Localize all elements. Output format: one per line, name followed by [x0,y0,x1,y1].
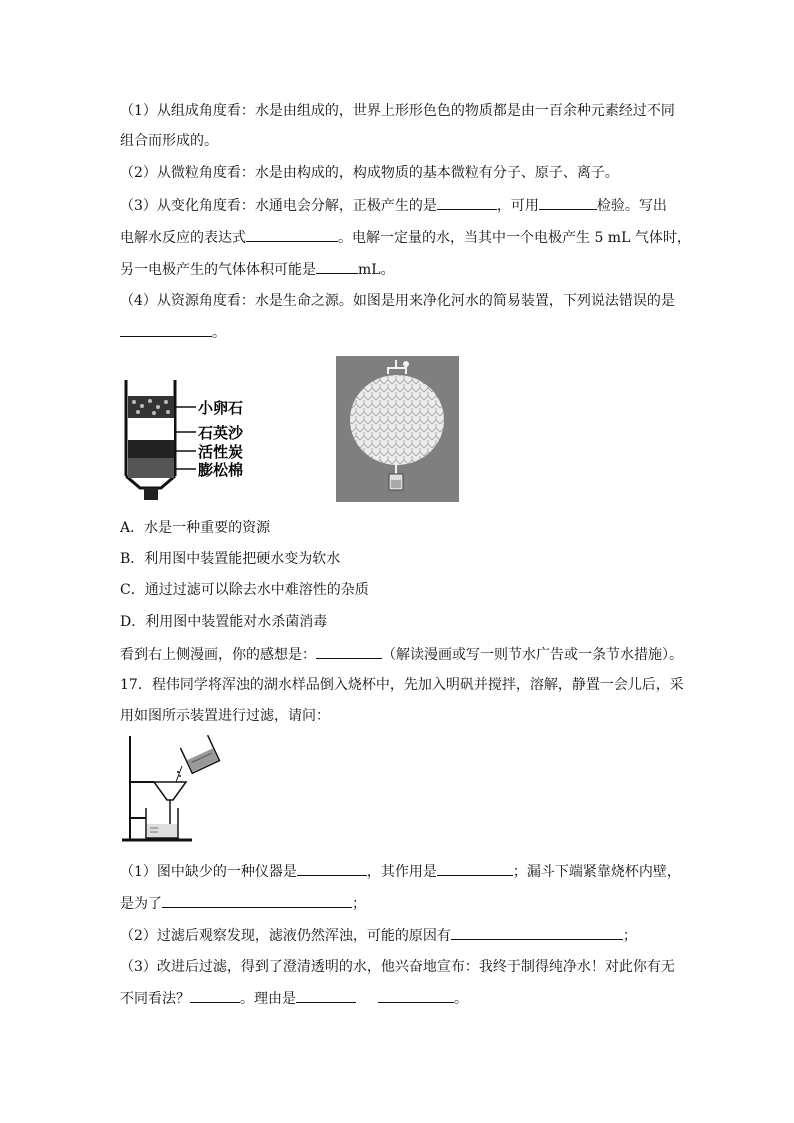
text-segment: （3）从变化角度看：水通电会分解，正极产生的是 [120,198,437,214]
q-part4-line2 [120,322,226,343]
text-segment: 。理由是 [240,991,296,1007]
water-cartoon-image [336,356,459,502]
option-a: A．水是一种重要的资源 [120,520,271,536]
answer-blank[interactable] [451,925,623,940]
text-segment: 检验。写出 [596,198,667,214]
filter-label-pebble: 小卵石 [198,399,244,417]
water-purifier-figure [118,376,250,504]
answer-blank[interactable] [246,227,338,242]
q-part1-line2: 组合而形成的。 [120,133,218,149]
text-segment: 不同看法？ [120,991,190,1007]
text-segment: ； [352,896,366,912]
filter-label-carbon: 活性炭 [198,443,244,461]
filtration-apparatus-figure [118,732,224,848]
text-segment: 另一电极产生的气体体积可能是 [120,262,316,278]
q-part3-line3 [120,259,395,280]
q17-line1: 17．程伟同学将浑浊的湖水样品倒入烧杯中，先加入明矾并搅拌，溶解，静置一会儿后，采 [120,677,684,693]
q17-sub2-line [120,925,637,946]
text-segment: 。电解一定量的水，当其中一个电极产生 5 mL 气体时， [338,230,691,246]
q-part2-line: （2）从微粒角度看：水是由构成的，构成物质的基本微粒有分子、原子、离子。 [120,165,619,181]
answer-blank[interactable] [190,988,240,1003]
q17-line2: 用如图所示装置进行过滤，请问： [120,708,330,724]
comic-reflection-line [120,644,683,665]
q-part3-line1 [120,195,667,216]
answer-blank[interactable] [296,988,356,1003]
answer-blank[interactable] [297,861,367,876]
filter-label-sand: 石英沙 [198,424,244,442]
filter-label-cotton: 膨松棉 [198,461,244,479]
text-segment: 电解水反应的表达式 [120,230,246,246]
q17-sub3-line2 [120,988,468,1009]
text-segment: （2）过滤后观察发现，滤液仍然浑浊，可能的原因有 [120,928,451,944]
q17-sub1-line1 [120,861,681,882]
answer-blank[interactable] [539,195,597,210]
q17-sub3-line1: （3）改进后过滤，得到了澄清透明的水，他兴奋地宣布：我终于制得纯净水！对此你有无 [120,959,675,975]
text-segment: mL。 [358,262,395,278]
answer-blank[interactable] [120,322,212,337]
text-segment: 。 [454,991,468,1007]
q-part1-line1: （1）从组成角度看：水是由组成的，世界上形形色色的物质都是由一百余种元素经过不同 [120,103,675,119]
option-d: D．利用图中装置能对水杀菌消毒 [120,614,328,630]
answer-blank[interactable] [162,893,352,908]
answer-blank[interactable] [437,195,497,210]
text-segment: ； [622,928,637,944]
option-b: B．利用图中装置能把硬水变为软水 [120,551,341,567]
q17-sub1-line2 [120,893,366,914]
option-c: C．通过过滤可以除去水中难溶性的杂质 [120,582,369,598]
text-segment: ，其作用是 [366,864,437,880]
text-segment: 看到右上侧漫画，你的感想是： [120,647,316,663]
q-part4-line1: （4）从资源角度看：水是生命之源。如图是用来净化河水的简易装置，下列说法错误的是 [120,293,675,309]
text-segment: （解读漫画或写一则节水广告或一条节水措施）。 [382,647,683,663]
q-part3-line2 [120,227,691,248]
answer-blank[interactable] [378,988,454,1003]
text-segment: 。 [212,325,226,341]
text-segment: ；漏斗下端紧靠烧杯内壁， [512,864,681,880]
text-segment: （1）图中缺少的一种仪器是 [120,864,297,880]
answer-blank[interactable] [316,644,382,659]
text-segment: ，可用 [496,198,539,214]
answer-blank[interactable] [437,861,513,876]
answer-blank[interactable] [316,259,358,274]
text-segment: 是为了 [120,896,162,912]
